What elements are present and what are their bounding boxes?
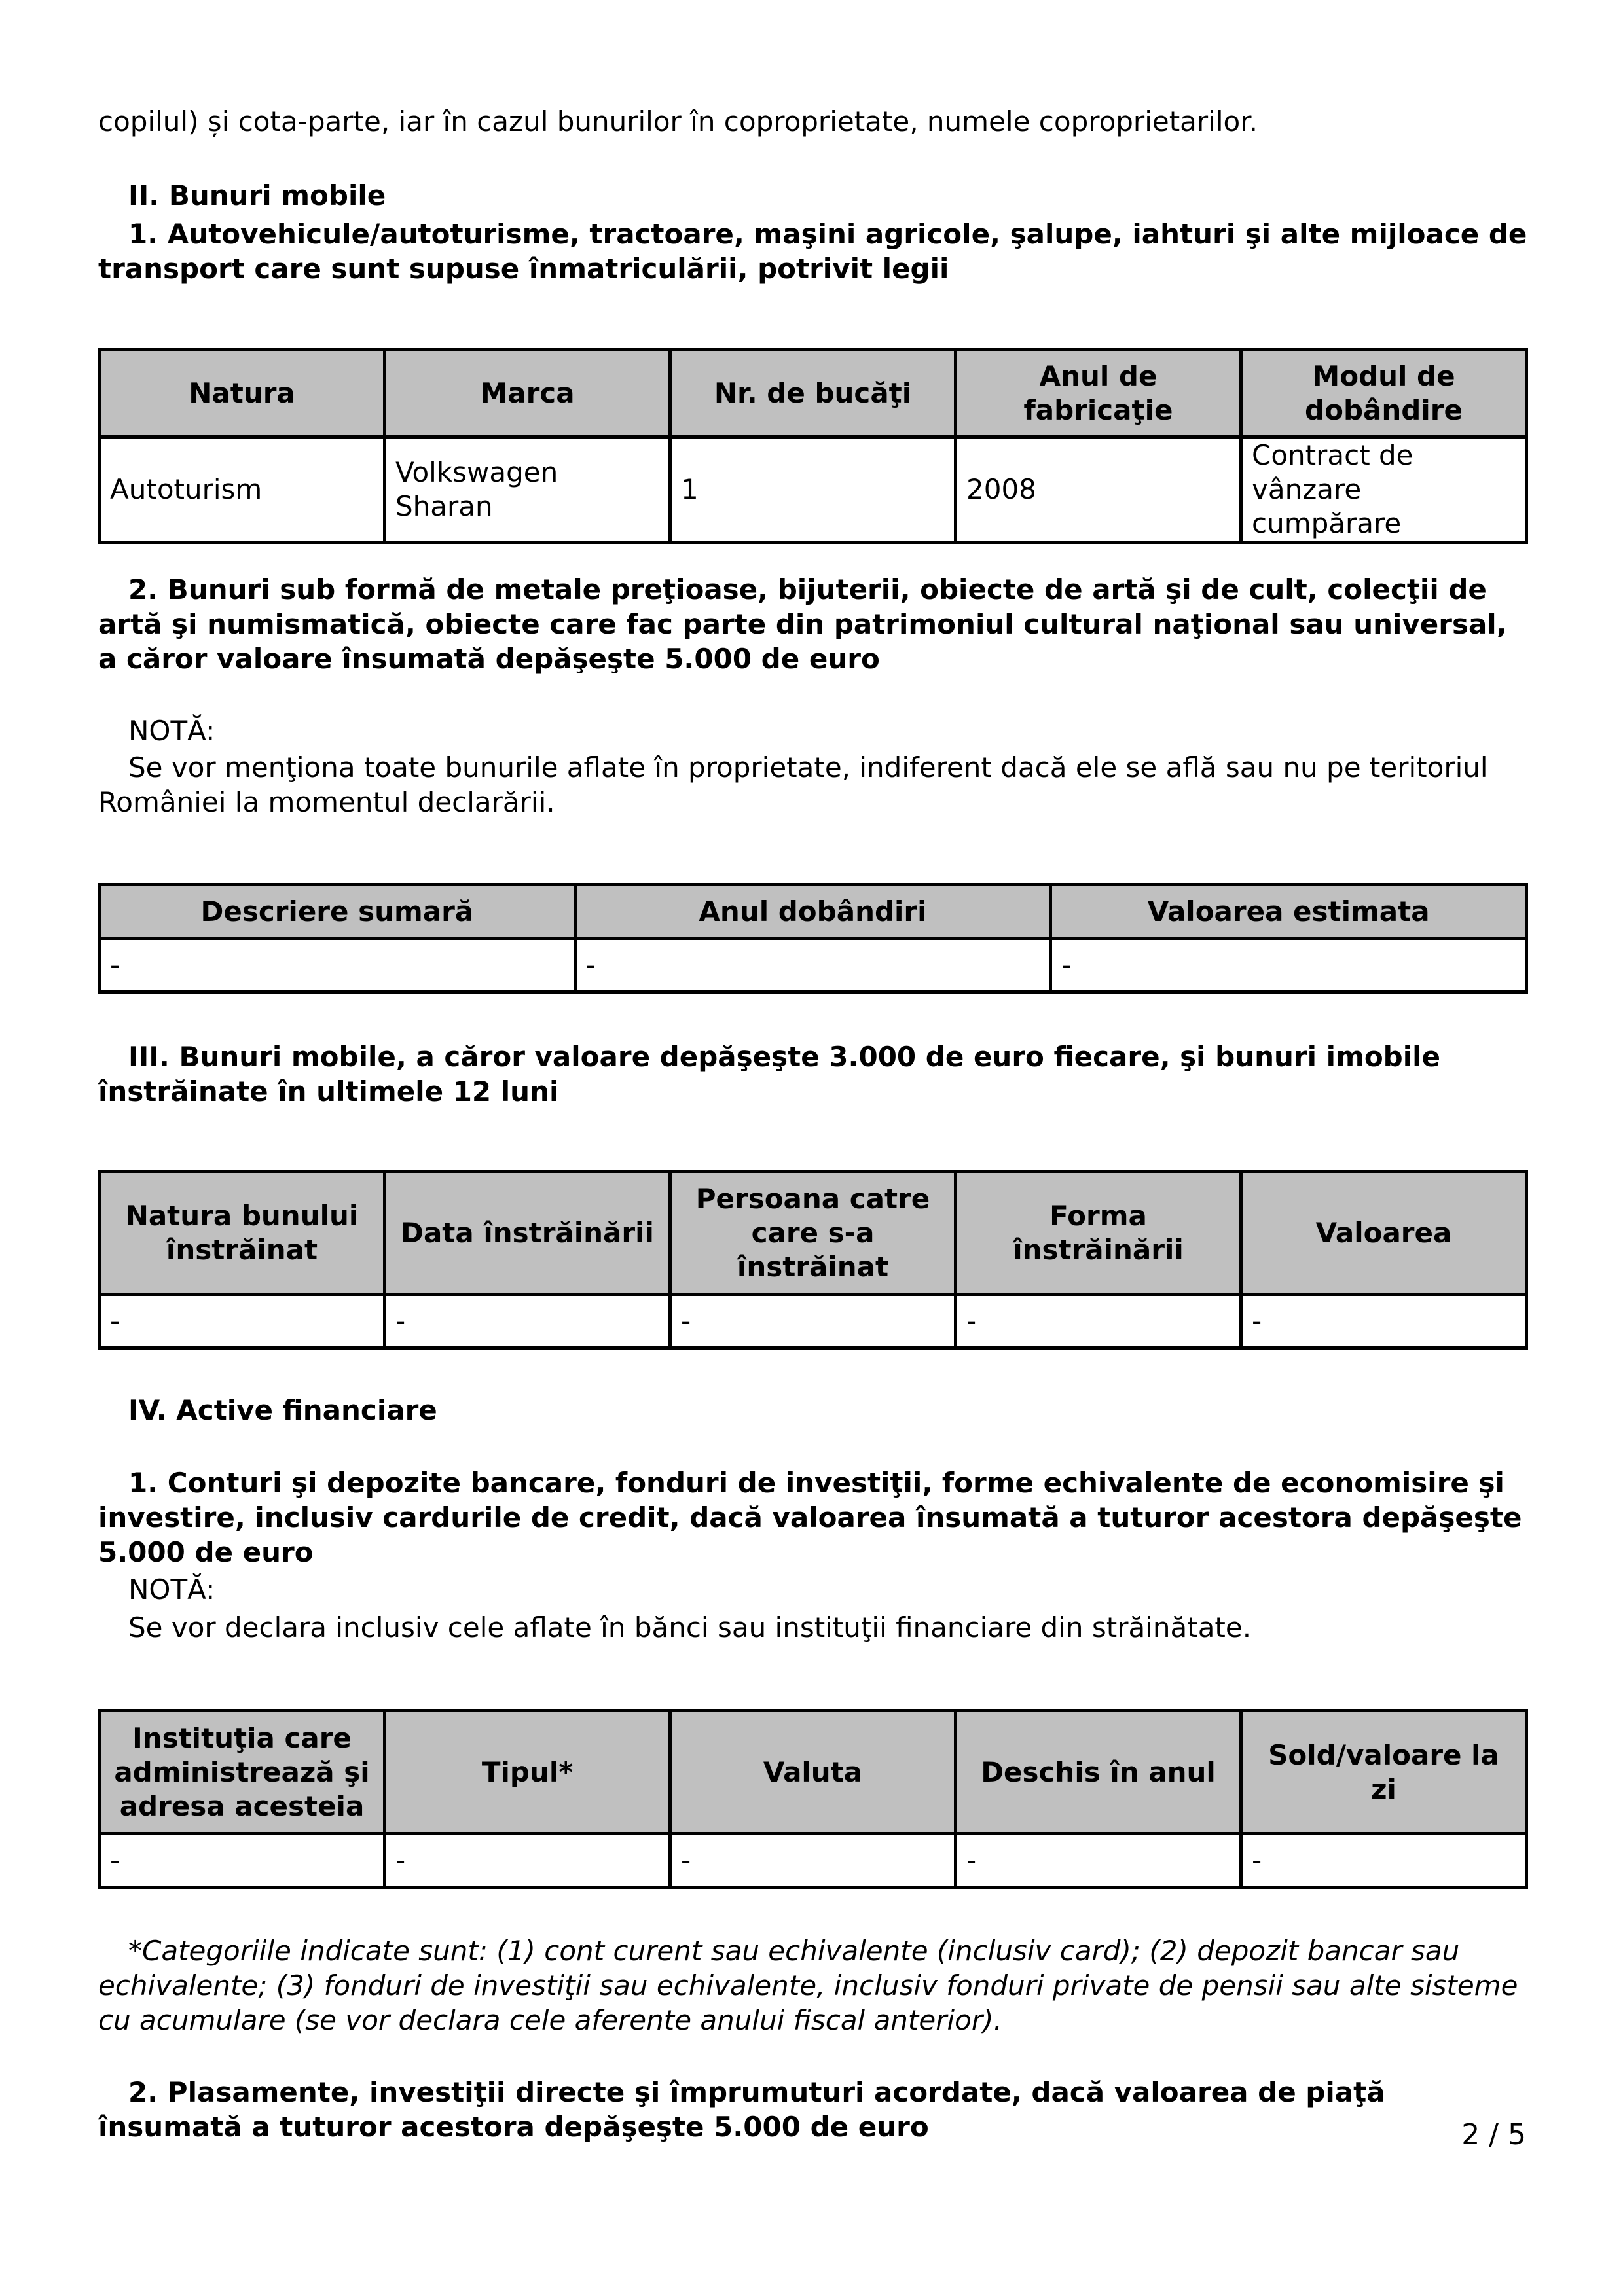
table-header-row: [100, 350, 1527, 437]
page-number: 2 / 5: [1461, 2118, 1526, 2151]
subsection-title-autovehicule: 1. Autovehicule/autoturisme, tractoare, maşini agricole, şalupe, iahturi şi alte mijloace de transport care sunt supuse înmatriculării, potrivit legii: [98, 218, 1527, 285]
table-header-row: [100, 1172, 1527, 1295]
table-row: [100, 437, 1527, 543]
column-header-data-instrainarii: Data înstrăinării: [385, 1172, 670, 1295]
column-header-nr-bucati: Nr. de bucăţi: [670, 350, 956, 437]
table-cell: Autoturism: [100, 437, 385, 543]
intro-line: copilul) și cota-parte, iar în cazul bunurilor în coproprietate, numele coproprietarilor.: [98, 105, 1258, 137]
bank-accounts-table: [98, 1709, 1528, 1889]
table-cell: -: [1241, 1834, 1527, 1888]
column-header-natura-bunului: Natura bunului înstrăinat: [100, 1172, 385, 1295]
valuables-table: [98, 883, 1528, 994]
table-header-row: [100, 1711, 1527, 1834]
column-header-descriere-sumara: Descriere sumară: [100, 885, 575, 939]
note-label: NOTĂ:: [128, 1573, 215, 1605]
table-cell: -: [1241, 1295, 1527, 1348]
table-cell: Contract de vânzare cumpărare: [1241, 437, 1527, 543]
note-label: NOTĂ:: [128, 715, 215, 747]
table-cell: 2008: [956, 437, 1241, 543]
table-cell: -: [670, 1295, 956, 1348]
note-text: Se vor declara inclusiv cele aflate în bănci sau instituţii financiare din străinătate.: [128, 1611, 1252, 1643]
footnote-categories: *Categoriile indicate sunt: (1) cont curent sau echivalente (inclusiv card); (2) depozit bancar sau echivalente; (3) fonduri de investiţii sau echivalente, inclusiv fonduri private de pensii sau alte sisteme cu acumulare (se vor declara cele aferente anului fiscal anterior).: [98, 1935, 1518, 2036]
section-heading-active-financiare: IV. Active financiare: [128, 1394, 437, 1426]
table-row: [100, 939, 1527, 992]
column-header-anul-dobandiri: Anul dobândiri: [575, 885, 1051, 939]
column-header-institutia: Instituţia care administrează şi adresa acesteia: [100, 1711, 385, 1834]
table-cell: -: [385, 1295, 670, 1348]
table-row: [100, 1295, 1527, 1348]
column-header-forma-instrainarii: Forma înstrăinării: [956, 1172, 1241, 1295]
table-cell: 1: [670, 437, 956, 543]
table-row: [100, 1834, 1527, 1888]
table-header-row: [100, 885, 1527, 939]
table-cell: -: [1051, 939, 1527, 992]
alienated-assets-table: [98, 1170, 1528, 1350]
column-header-persoana: Persoana catre care s-a înstrăinat: [670, 1172, 956, 1295]
column-header-valoarea: Valoarea: [1241, 1172, 1527, 1295]
section-heading-bunuri-instrainate: III. Bunuri mobile, a căror valoare depăşeşte 3.000 de euro fiecare, şi bunuri imobile înstrăinate în ultimele 12 luni: [98, 1041, 1441, 1107]
table-cell: -: [100, 939, 575, 992]
table-cell: -: [670, 1834, 956, 1888]
column-header-modul-dobandire: Modul de dobândire: [1241, 350, 1527, 437]
column-header-marca: Marca: [385, 350, 670, 437]
table-cell: -: [956, 1834, 1241, 1888]
table-cell: -: [100, 1295, 385, 1348]
table-cell: -: [100, 1834, 385, 1888]
table-cell: Volkswagen Sharan: [385, 437, 670, 543]
column-header-tipul: Tipul*: [385, 1711, 670, 1834]
table-cell: -: [385, 1834, 670, 1888]
subsection-title-plasamente: 2. Plasamente, investiţii directe şi împrumuturi acordate, dacă valoarea de piaţă însumată a tuturor acestora depăşeşte 5.000 de euro: [98, 2076, 1385, 2143]
column-header-natura: Natura: [100, 350, 385, 437]
subsection-title-metale-pretioase: 2. Bunuri sub formă de metale preţioase, bijuterii, obiecte de artă şi de cult, colecţii de artă şi numismatică, obiecte care fac parte din patrimoniul cultural naţional sau universal, a căror valoare însumată depăşeşte 5.000 de euro: [98, 573, 1507, 675]
column-header-anul-fabricatie: Anul de fabricaţie: [956, 350, 1241, 437]
column-header-valoarea-estimata: Valoarea estimata: [1051, 885, 1527, 939]
column-header-valuta: Valuta: [670, 1711, 956, 1834]
note-text: Se vor menţiona toate bunurile aflate în proprietate, indiferent dacă ele se află sau nu pe teritoriul României la momentul declarării.: [98, 751, 1488, 818]
table-cell: -: [956, 1295, 1241, 1348]
column-header-deschis-in-anul: Deschis în anul: [956, 1711, 1241, 1834]
column-header-sold-valoare: Sold/valoare la zi: [1241, 1711, 1527, 1834]
section-heading-bunuri-mobile: II. Bunuri mobile: [128, 179, 386, 211]
subsection-title-conturi-depozite: 1. Conturi şi depozite bancare, fonduri de investiţii, forme echivalente de economisire şi investire, inclusiv cardurile de credit, dacă valoarea însumată a tuturor acestora depăşeşte 5.000 de euro: [98, 1467, 1522, 1568]
table-cell: -: [575, 939, 1051, 992]
vehicles-table: [98, 348, 1528, 544]
